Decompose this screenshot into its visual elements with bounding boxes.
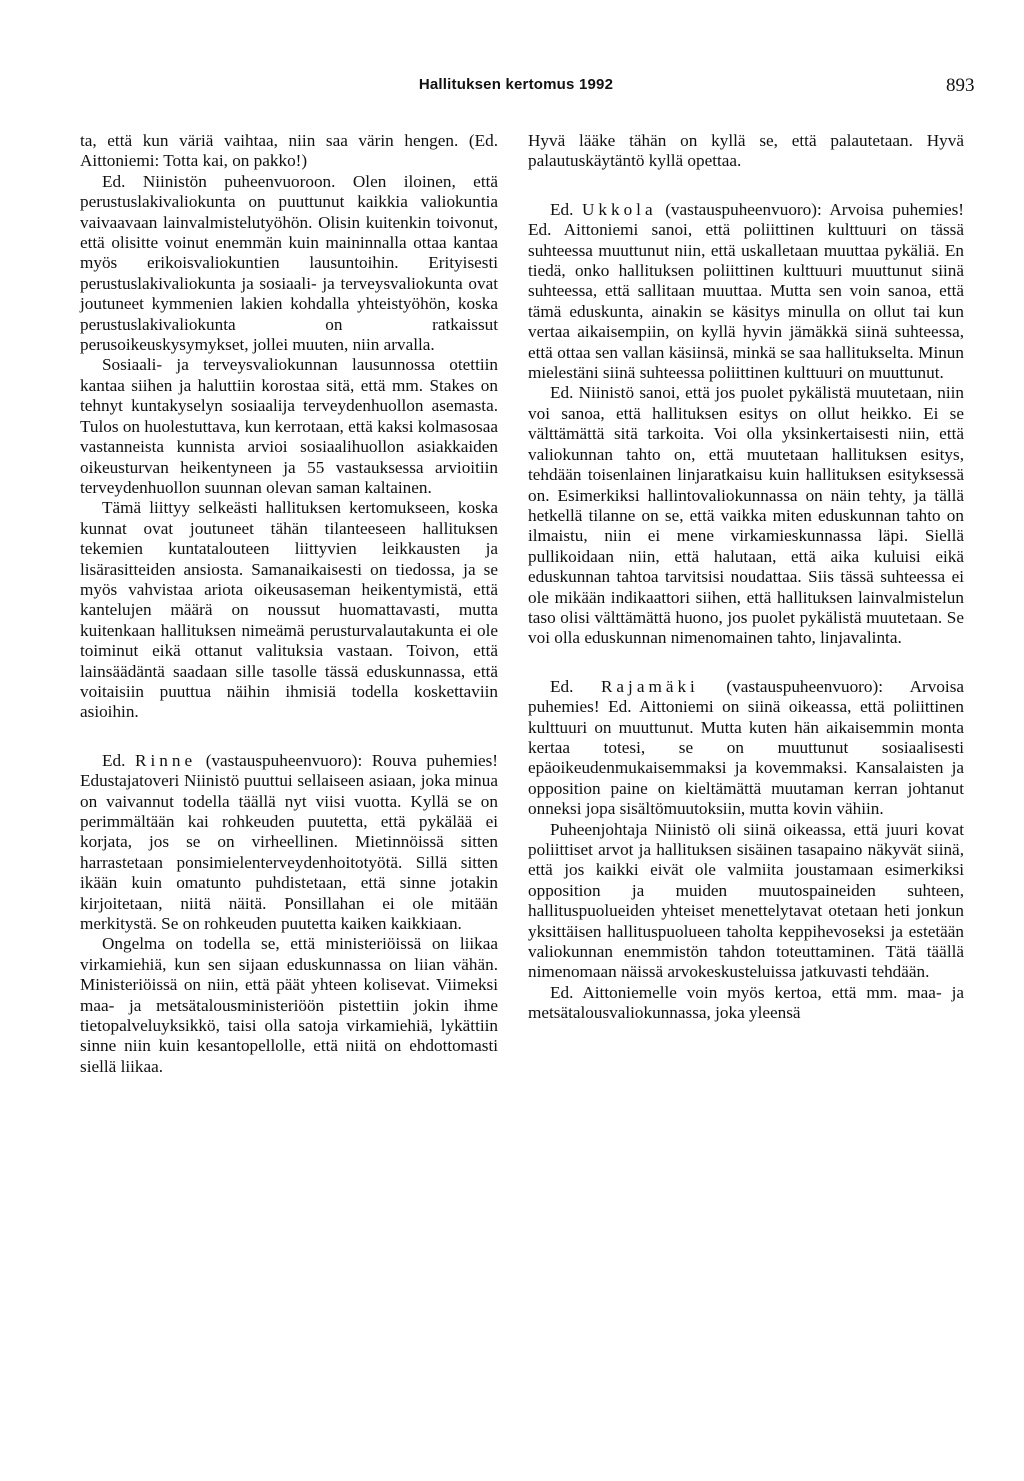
speaker-name: Ukkola <box>581 199 657 219</box>
page-number: 893 <box>946 75 975 96</box>
running-header-title: Hallituksen kertomus 1992 <box>418 76 614 93</box>
paragraph: Ed. Niinistön puheenvuoroon. Olen iloinen, että perustuslakivaliokunta on puuttunut kaikkia valiokuntia vaivaavaan lainvalmistelutyöhön. Olisin kuitenkin toivonut, että olisitte voinut enemmän kuin maininnalla ottaa kantaa myös erikoisvaliokuntien lausuntoihin. Erityisesti perustuslakivaliokunta ja sosiaali- ja terveysvaliokunta ovat joutuneet kymmenien lakien kohdalla yhteistyöhön, koska perustuslakivaliokunta on ratkaissut perusoikeuskysymykset, jollei muuten, niin arvalla. <box>80 171 498 355</box>
speech-text: (vastauspuheenvuoro): Rouva puhemies! Edustajatoveri Niinistö puuttui sellaiseen asiaan, joka minua on vaivannut todella täällä nyt viisi vuotta. Kyllä se on perimmältään kai rohkeuden puutetta, että pykälää ei korjata, jos se on virheellinen. Mietinnöissä sitten harrastetaan ponsimielenterveydenhoitotyötä. Sillä sitten ikään kuin omatunto puhdistetaan, että sinne jotakin kirjoitetaan, niitä näitä. Ponsillahan ei ole mitään merkitystä. Se on rohkeuden puutetta kaiken kaikkiaan. <box>80 750 499 934</box>
speech-prefix: Ed. <box>102 750 126 770</box>
paragraph: Puheenjohtaja Niinistö oli siinä oikeassa, että juuri kovat poliittiset arvot ja hallituksen sisäinen tasapaino näkyvät siinä, että jos kaikki eivät ole valmiita joustamaan esimerkiksi opposition ja muiden muutospaineiden suhteen, hallituspuolueiden yhteiset menettelytavat otetaan heti jonkun yksittäisen hallituspuolueen taholta keppihevoseksi ja estetään valiokunnan enemmistön tahdon toteuttaminen. Tätä täällä nimenomaan näissä arvokeskusteluissa jatkuvasti tehdään. <box>528 819 964 982</box>
paragraph: Ongelma on todella se, että ministeriöissä on liikaa virkamiehiä, kun sen sijaan eduskunnassa on liian vähän. Ministeriöissä on niin, että päät yhteen kolisevat. Viimeksi maa- ja metsätalousministeriöön pistettiin jokin ihme tietopalveluyksikkö, taisi olla satoja virkamiehiä, lykättiin sinne niin kuin kesantopellolle, että niitä on ehdottomasti siellä liikaa. <box>80 934 498 1076</box>
speech-text: (vastauspuheenvuoro): Arvoisa puhemies! Ed. Aittoniemi sanoi, että poliittinen kulttuuri on tässä suhteessa muuttunut niin, että uskalletaan muuttaa pykäliä. En tiedä, onko hallituksen poliittinen kulttuuri muuttunut siinä suhteessa, että sallitaan muuttaa. Mutta sen voin sanoa, että tämä eduskunta, ainakin se käsitys minulla on ollut tai kun vertaa aikaisempiin, on kyllä hyvin jämäkkä siinä suhteessa, että ottaa sen vallan käsiinsä, minkä se saa hallitukselta. Minun mielestäni siinä suhteessa poliittinen kulttuuri on muuttunut. <box>528 199 964 383</box>
speech-rinne <box>80 751 498 935</box>
speech-prefix: Ed. <box>550 199 574 219</box>
speech-rajamaki <box>528 677 964 820</box>
paragraph: ta, että kun väriä vaihtaa, niin saa värin hengen. (Ed. Aittoniemi: Totta kai, on pakko!) <box>80 131 498 171</box>
speaker-name: Rajamäki <box>600 676 699 696</box>
paragraph: Hyvä lääke tähän on kyllä se, että palautetaan. Hyvä palautuskäytäntö kyllä opettaa. <box>528 131 964 171</box>
paragraph: Ed. Niinistö sanoi, että jos puolet pykälistä muutetaan, niin voi sanoa, että hallituksen esitys on ollut heikko. Ei se välttämättä sitä tarkoita. Voi olla yksinkertaisesti niin, että valiokunnan tahto on, että muutetaan hallituksen esitys, tehdään toisenlainen linjaratkaisu kuin hallituksen esityksessä on. Esimerkiksi hallintovaliokunnassa on näin tehty, ja tällä hetkellä tilanne on se, että vaikka miten eduskunnan tahto on ilmaistu, niin ei mene virkamieskunnassa läpi. Siellä pullikoidaan niin, että halutaan, että aika kuluisi eikä eduskunnan tahtoa tarvitsisi noudattaa. Siis tässä suhteessa ei ole mikään indikaattori siihen, että hallituksen lainvalmistelun taso olisi välttämättä huono, jos puolet pykälistä muutetaan. Se voi olla eduskunnan nimenomainen tahto, linjavalinta. <box>528 383 964 648</box>
speech-text: (vastauspuheenvuoro): Arvoisa puhemies! Ed. Aittoniemi on siinä oikeassa, että poliittinen kulttuuri on muuttunut. Mutta kuten hän aikaisemmin monta kertaa totesi, se on muuttunut sosiaalisesti epäoikeudenmukaisemmaksi ja kovemmaksi. Kansalaisten ja opposition paine on kieltämättä muutaman kerran johtanut onneksi jopa sisältömuutoksiin, mutta kovin vähiin. <box>528 676 965 819</box>
paragraph: Sosiaali- ja terveysvaliokunnan lausunnossa otettiin kantaa siihen ja haluttiin korostaa sitä, että mm. Stakes on tehnyt kuntakyselyn sosiaalija terveydenhuollon asemasta. Tulos on huolestuttava, kun kerrotaan, että kaksi kolmasosaa vastanneista kunnista arvioi sosiaalihuollon asiakkaiden oikeusturvan heikentyneen ja 55 vastauksessa arvioitiin terveydenhuollon suunnan olevan saman kaltainen. <box>80 355 498 497</box>
left-column <box>80 131 498 1077</box>
paragraph: Ed. Aittoniemelle voin myös kertoa, että mm. maa- ja metsätalousvaliokunnassa, joka yleensä <box>528 982 964 1023</box>
paragraph: Tämä liittyy selkeästi hallituksen kertomukseen, koska kunnat ovat joutuneet tähän tilanteeseen hallituksen tekemien kuntatalouteen liittyvien leikkausten ja lisärasitteiden ansiosta. Samanaikaisesti on tiedossa, ja se myös vahvistaa ariota oikeusaseman heikentymistä, että kantelujen määrä on noussut huomattavasti, mutta kuitenkaan hallituksen nimeämä perusturvalautakunta ei ole toiminut eikä ottanut valituksia vastaan. Toivon, että lainsäädäntä saadaan sille tasolle tässä eduskunnassa, että voitaisiin puuttua näihin ihmisiä todella koskettaviin asioihin. <box>80 498 498 722</box>
speech-prefix: Ed. <box>550 676 574 696</box>
speech-ukkola <box>528 200 964 384</box>
speaker-name: Rinne <box>135 750 197 770</box>
right-column <box>528 131 964 1024</box>
